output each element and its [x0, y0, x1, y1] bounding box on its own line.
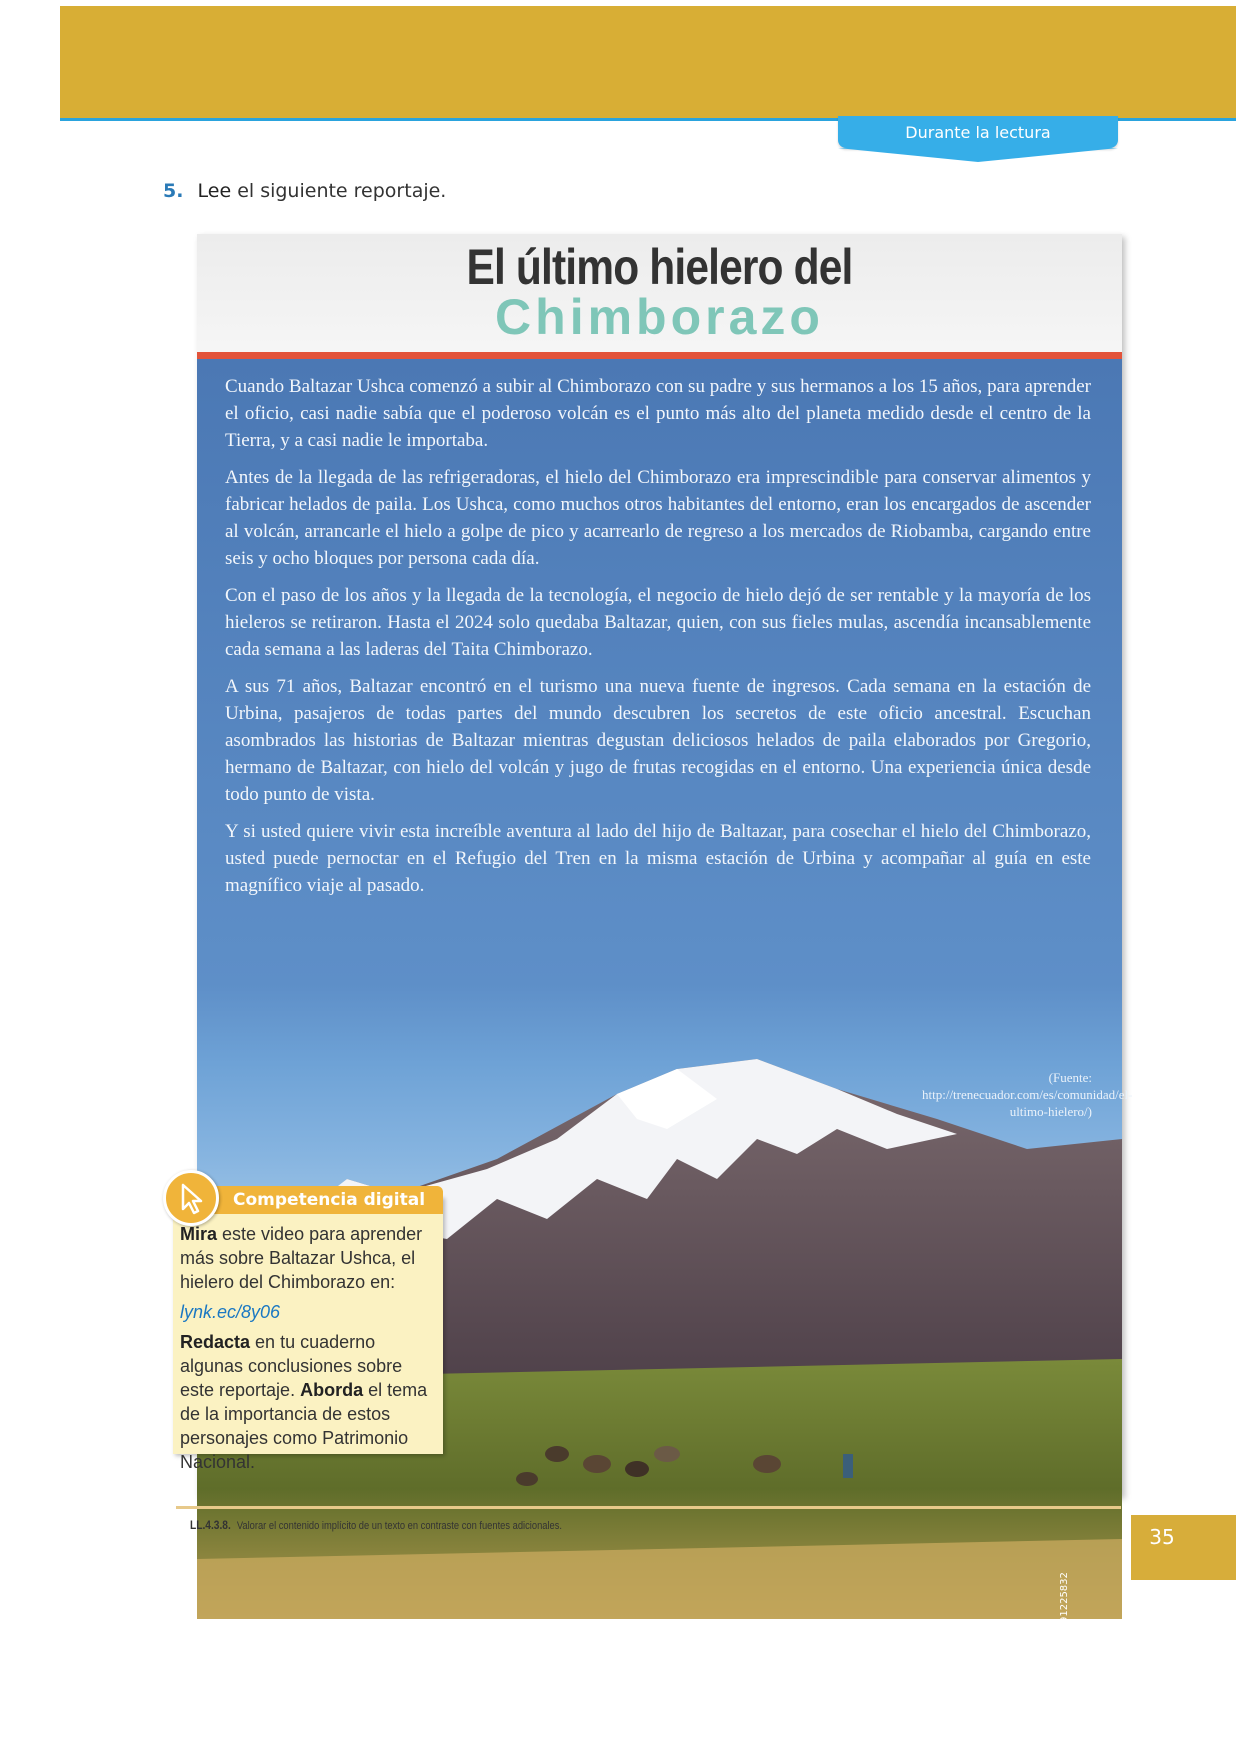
section-tab-notch	[838, 148, 1118, 162]
competencia-digital-body	[180, 1222, 438, 1480]
skill-code: LL.4.3.8.	[190, 1518, 231, 1532]
competencia-digital-header: Competencia digital	[203, 1186, 443, 1214]
title-red-rule	[197, 352, 1122, 359]
top-color-band	[60, 6, 1236, 121]
exercise-number: 5.	[163, 180, 184, 202]
competencia-paragraph-1	[180, 1222, 438, 1294]
article-paragraph: Cuando Baltazar Ushca comenzó a subir al Chimborazo con su padre y sus hermanos a los 15 años, para aprender el oficio, casi nadie sabía que el poderoso volcán es el punto más alto del planeta medido desde el centro de la Tierra, y a casi nadie le importaba.	[225, 376, 1091, 451]
competencia-verb-aborda: Aborda	[300, 1380, 364, 1400]
page-number: 35	[1149, 1525, 1175, 1549]
competencia-text-1: este video para aprender más sobre Baltazar Ushca, el hielero del Chimborazo en:	[180, 1224, 423, 1292]
skill-description: Valorar el contenido implícito de un texto en contraste con fuentes adicionales.	[236, 1520, 563, 1532]
footer-rule	[176, 1506, 1121, 1509]
article-paragraph: Con el paso de los años y la llegada de la tecnología, el negocio de hielo dejó de ser rentable y la mayoría de los hieleros se retiraron. Hasta el 2024 solo quedaba Baltazar, quien, con sus fieles mulas, ascendía incansablemente cada semana a las laderas del Taita Chimborazo.	[225, 585, 1091, 660]
article-paragraph: Antes de la llegada de las refrigeradoras, el hielo del Chimborazo era imprescindible para conservar alimentos y fabricar helados de paila. Los Ushca, como muchos otros habitantes del entorno, eran los encargados de ascender al volcán, arrancarle el hielo a golpe de pico y acarrearlo de regreso a los mercados de Riobamba, cargando entre seis y ocho bloques por persona cada día.	[225, 467, 1091, 569]
photo-credit: Shutterstock, (2020). 291225832	[1059, 1572, 1070, 1739]
competencia-paragraph-2	[180, 1330, 438, 1474]
article-text	[225, 373, 1091, 909]
exercise-instruction	[163, 180, 446, 202]
exercise-verb: Lee	[197, 180, 232, 202]
competencia-text-3: el tema de la importancia de estos personajes como Patrimonio Nacional.	[180, 1380, 428, 1472]
article-title-line2: Chimborazo	[495, 289, 824, 345]
source-citation: (Fuente: http://trenecuador.com/es/comunidad/el-ultimo-hielero/)	[922, 1070, 1133, 1119]
section-tab	[838, 116, 1118, 148]
article-paragraph: Y si usted quiere vivir esta increíble aventura al lado del hijo de Baltazar, para cosechar el hielo del Chimborazo, usted puede pernoctar en el Refugio del Tren en la misma estación de Urbina y acompañar al guía en este magnífico viaje al pasado.	[225, 821, 1091, 896]
article-title-area	[197, 234, 1122, 358]
video-link[interactable]: lynk.ec/8y06	[180, 1302, 281, 1322]
competencia-verb-mira: Mira	[180, 1224, 218, 1244]
cursor-icon	[163, 1170, 219, 1226]
section-tab-label: Durante la lectura	[905, 122, 1051, 142]
footer-skill	[190, 1518, 562, 1532]
article-paragraph: A sus 71 años, Baltazar encontró en el turismo una nueva fuente de ingresos. Cada semana en la estación de Urbina, pasajeros de todas partes del mundo descubren los secretos de este oficio ancestral. Escuchan asombrados las historias de Baltazar mientras degustan deliciosos helados de paila elaborados por Gregorio, hermano de Baltazar, con hielo del volcán y jugo de frutas recogidas en el entorno. Una experiencia única desde todo punto de vista.	[225, 676, 1091, 805]
competencia-text-2: en tu cuaderno algunas conclusiones sobre este reportaje.	[180, 1332, 403, 1400]
competencia-verb-redacta: Redacta	[180, 1332, 251, 1352]
exercise-text: el siguiente reportaje.	[237, 180, 447, 202]
article-title-line1: El último hielero del	[466, 239, 853, 295]
